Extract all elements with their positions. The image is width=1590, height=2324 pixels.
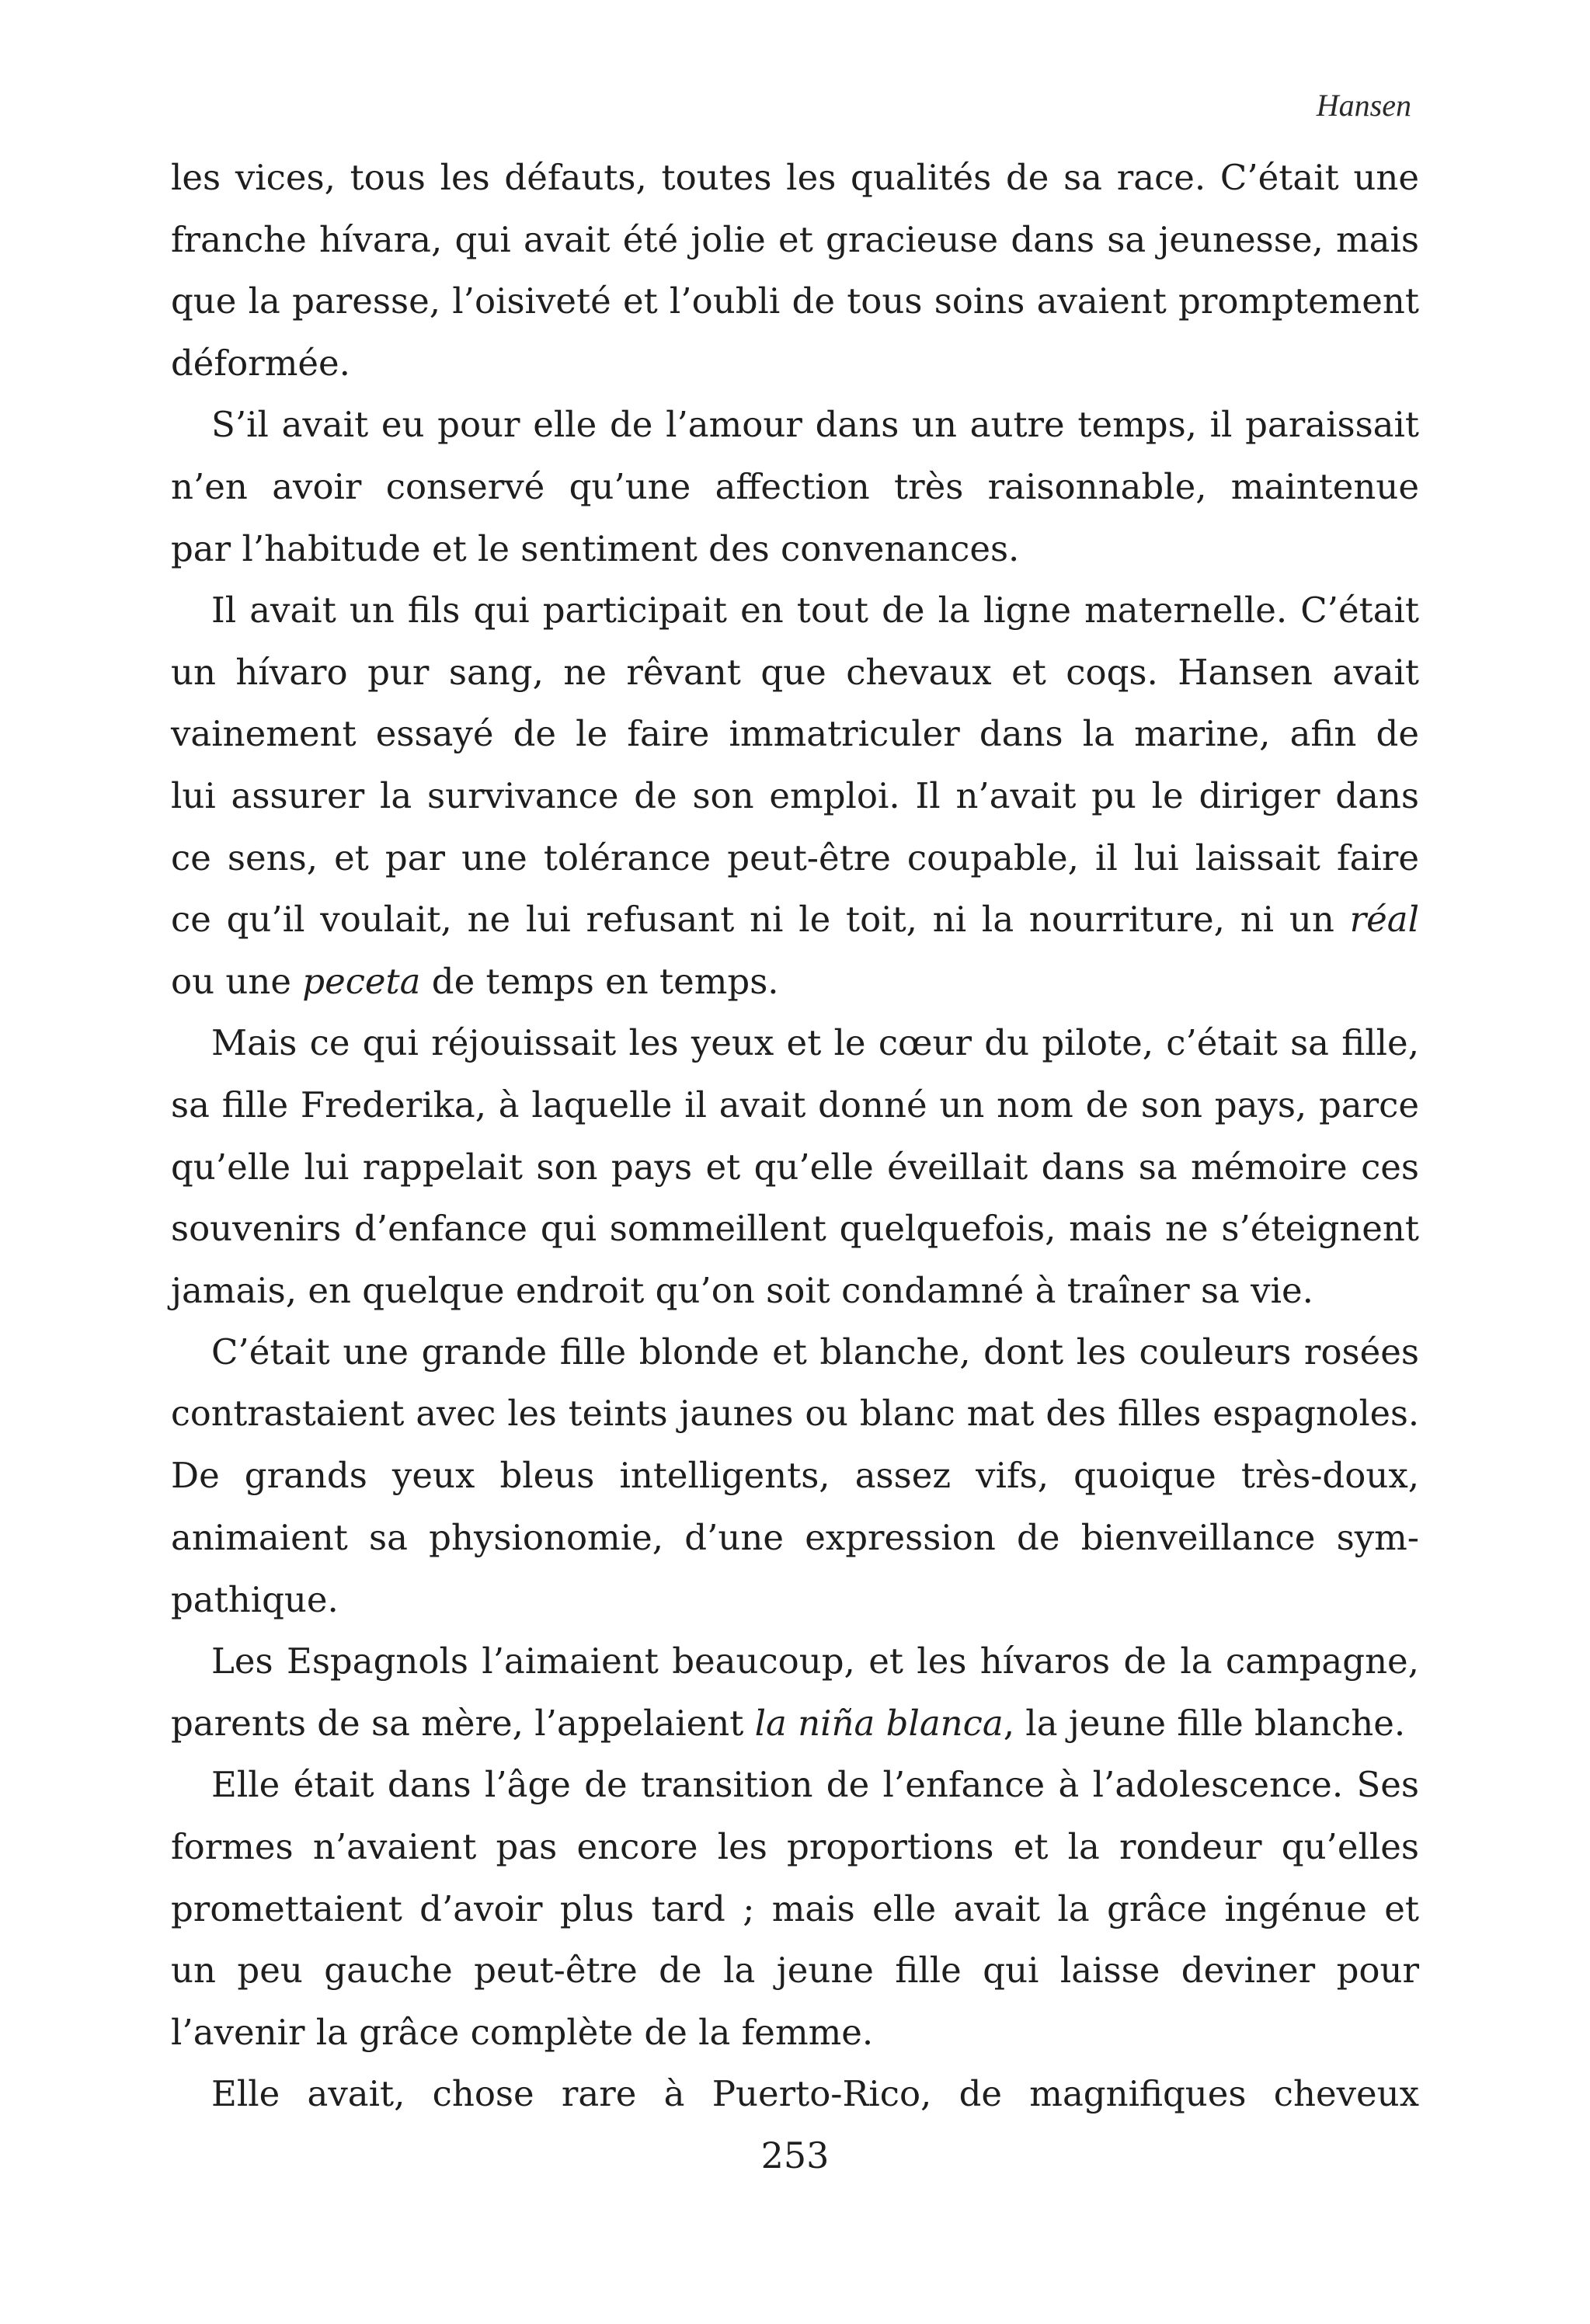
- text-segment: , la jeune fille blanche.: [1003, 1702, 1406, 1744]
- text-line: [171, 765, 1419, 827]
- text-segment: promettaient d’avoir plus tard ; mais elle avait la grâce ingénue et: [171, 1887, 1419, 1929]
- text-segment: que la paresse, l’oisiveté et l’oubli de tous soins avaient promptement: [171, 280, 1419, 322]
- text-segment: un hívaro pur sang, ne rêvant que chevaux et coqs. Hansen avait: [171, 651, 1419, 693]
- text-segment: Mais ce qui réjouissait les yeux et le cœur du pilote, c’était sa fille,: [211, 1022, 1419, 1064]
- text-line: [171, 1074, 1419, 1136]
- text-line: [171, 2002, 1419, 2064]
- text-line: [171, 1445, 1419, 1507]
- text-segment: C’était une grande fille blonde et blanche, dont les couleurs rosées: [211, 1331, 1419, 1373]
- text-line: [171, 951, 1419, 1013]
- text-line: [171, 827, 1419, 889]
- text-line: [171, 1630, 1419, 1693]
- text-line: [171, 456, 1419, 518]
- text-segment: De grands yeux bleus intelligents, assez vifs, quoique très-doux,: [171, 1455, 1419, 1497]
- text-segment: vainement essayé de le faire immatriculer dans la marine, afin de: [171, 713, 1419, 755]
- text-line: [171, 270, 1419, 332]
- text-segment: l’avenir la grâce complète de la femme.: [171, 2011, 874, 2053]
- text-segment: ce sens, et par une tolérance peut-être coupable, il lui laissait faire: [171, 837, 1419, 878]
- text-segment: S’il avait eu pour elle de l’amour dans un autre temps, il paraissait: [211, 404, 1419, 446]
- text-segment: franche hívara, qui avait été jolie et gracieuse dans sa jeunesse, mais: [171, 218, 1419, 260]
- text-segment: par l’habitude et le sentiment des convenances.: [171, 527, 1020, 569]
- text-line: [171, 332, 1419, 395]
- page-number: 253: [760, 2134, 830, 2176]
- text-line: [171, 1816, 1419, 1878]
- text-line: [171, 1754, 1419, 1816]
- text-segment: lui assurer la survivance de son emploi. Il n’avait pu le diriger dans: [171, 774, 1419, 816]
- text-segment: un peu gauche peut-être de la jeune fille qui laisse deviner pour: [171, 1950, 1419, 1992]
- text-line: [171, 518, 1419, 580]
- text-line: [171, 1940, 1419, 2002]
- text-line: [171, 1198, 1419, 1260]
- text-line: [171, 1012, 1419, 1074]
- text-segment: les vices, tous les défauts, toutes les qualités de sa race. C’était une: [171, 157, 1419, 198]
- text-line: [171, 209, 1419, 271]
- text-line: [171, 1383, 1419, 1446]
- text-line: [171, 703, 1419, 765]
- text-line: [171, 147, 1419, 209]
- text-line: [171, 1569, 1419, 1631]
- text-segment: ou une: [171, 960, 303, 1002]
- text-segment: Il avait un fils qui participait en tout de la ligne maternelle. C’était: [211, 590, 1419, 631]
- text-segment: pathique.: [171, 1578, 339, 1620]
- body-text: [171, 147, 1419, 2125]
- text-line: [171, 394, 1419, 456]
- text-segment: Elle avait, chose rare à Puerto-Rico, de magnifiques cheveux: [211, 2073, 1419, 2115]
- text-segment: jamais, en quelque endroit qu’on soit condamné à traîner sa vie.: [171, 1269, 1313, 1311]
- text-segment: ce qu’il voulait, ne lui refusant ni le toit, ni la nourriture, ni un: [171, 899, 1350, 941]
- text-segment: formes n’avaient pas encore les proportions et la rondeur qu’elles: [171, 1826, 1419, 1868]
- text-line: [171, 1321, 1419, 1383]
- text-segment: Les Espagnols l’aimaient beaucoup, et les hívaros de la campagne,: [211, 1640, 1419, 1682]
- text-line: [171, 1507, 1419, 1569]
- text-segment: sa fille Frederika, à laquelle il avait donné un nom de son pays, parce: [171, 1084, 1419, 1125]
- text-line: [171, 1878, 1419, 1940]
- text-line: [171, 642, 1419, 704]
- text-segment: n’en avoir conservé qu’une affection très raisonnable, maintenue: [171, 465, 1419, 507]
- text-line: [171, 1260, 1419, 1322]
- text-line: [171, 2063, 1419, 2125]
- italic-text-segment: peceta: [302, 960, 421, 1002]
- text-line: [171, 1136, 1419, 1199]
- text-segment: qu’elle lui rappelait son pays et qu’elle éveillait dans sa mémoire ces: [171, 1146, 1419, 1188]
- text-line: [171, 889, 1419, 951]
- running-head: Hansen: [1316, 88, 1411, 123]
- italic-text-segment: réal: [1349, 899, 1419, 941]
- text-segment: de temps en temps.: [420, 960, 779, 1002]
- text-segment: contrastaient avec les teints jaunes ou blanc mat des filles espagnoles.: [171, 1393, 1419, 1434]
- text-line: [171, 1693, 1419, 1755]
- italic-text-segment: la niña blanca: [754, 1702, 1004, 1744]
- text-line: [171, 579, 1419, 642]
- text-segment: déformée.: [171, 342, 350, 384]
- text-segment: animaient sa physionomie, d’une expression de bienveillance sym-: [171, 1517, 1419, 1559]
- text-segment: souvenirs d’enfance qui sommeillent quelquefois, mais ne s’éteignent: [171, 1208, 1419, 1250]
- text-segment: parents de sa mère, l’appelaient: [171, 1702, 755, 1744]
- text-segment: Elle était dans l’âge de transition de l’enfance à l’adolescence. Ses: [211, 1764, 1419, 1806]
